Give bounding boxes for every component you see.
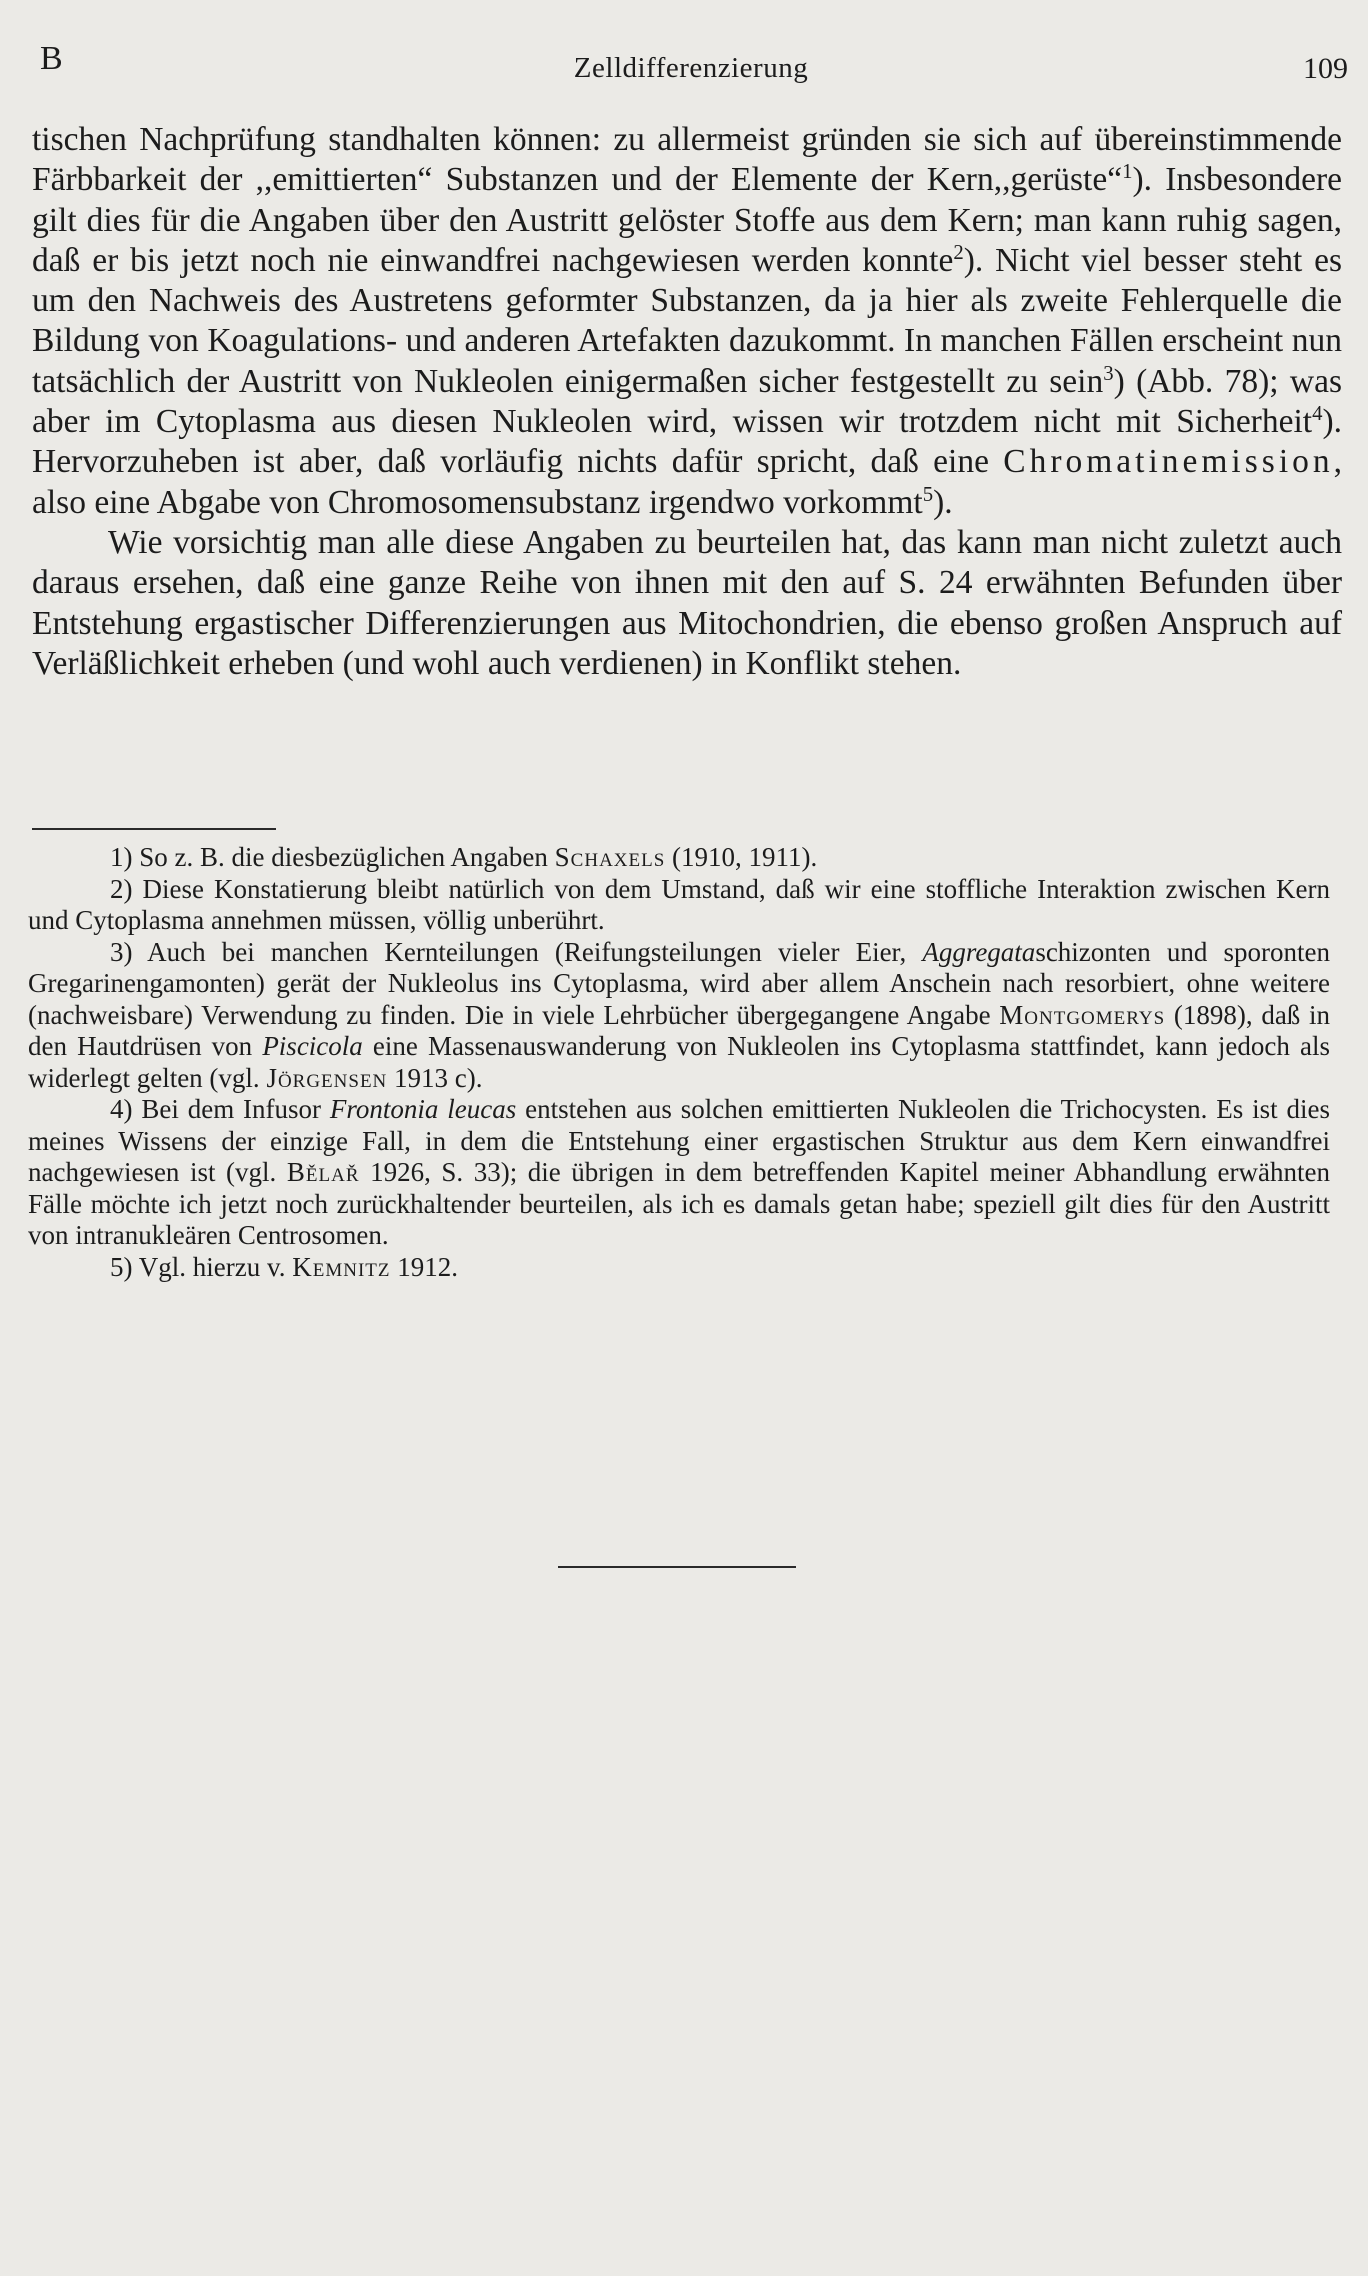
- page-header: [32, 40, 1350, 100]
- footnote-2: 2) Diese Konstatierung bleibt natürlich von dem Umstand, daß wir eine stoffliche Interaktion zwischen Kern und Cytoplasma annehmen müssen, völlig unberührt.: [28, 873, 1330, 935]
- page-number: 109: [1303, 52, 1348, 85]
- section-end-rule: [558, 1566, 796, 1568]
- footnote-3: 3) Auch bei manchen Kernteilungen (Reifungsteilungen vieler Eier, Aggregataschizonten und sporonten Gregarinengamonten) gerät der Nukleolus ins Cytoplasma, wird aber allem Anschein nach resorbiert, ohne weitere (nachweisbare) Verwendung zu finden. Die in viele Lehrbücher übergegangene Angabe Montgomerys (1898), daß in den Hautdrüsen von Piscicola eine Massenauswanderung von Nukleolen ins Cytoplasma stattfindet, kann jedoch als widerlegt gelten (vgl. Jörgensen 1913 c).: [28, 936, 1331, 1093]
- footnote-5: 5) Vgl. hierzu v. Kemnitz 1912.: [110, 1251, 458, 1282]
- main-text: [32, 120, 1342, 684]
- taxon-name: Frontonia leucas: [329, 1094, 517, 1124]
- author-name: Jörgensen: [266, 1062, 388, 1093]
- footnote-ref-4: 4: [1312, 401, 1323, 425]
- running-title: Zelldifferenzierung: [573, 52, 809, 84]
- emphasized-term: Chromatinemission: [1003, 443, 1334, 481]
- author-name: Montgomerys: [999, 999, 1166, 1030]
- footnote-ref-3: 3: [1103, 361, 1114, 385]
- paragraph-1: tischen Nachprüfung standhalten können: zu allermeist gründen sie sich auf übereinstimmende Färbbarkeit der ,,emittierten“ Substanzen und der Elemente der Kern,,gerüste“$^1$). Insbesondere gilt dies für die Angaben über den Austritt gelöster Stoffe aus dem Kern; man kann ruhig sagen, daß er bis jetzt noch nie einwandfrei nachgewiesen werden konnte$^2$). Nicht viel besser steht es um den Nachweis des Austretens geformter Substanzen, da ja hier als zweite Fehlerquelle die Bildung von Koagulations- und anderen Artefakten dazukommt. In manchen Fällen erscheint nun tatsächlich der Austritt von Nukleolen einigermaßen sicher festgestellt zu sein$^3$) (Abb. 78); was aber im Cytoplasma aus diesen Nukleolen wird, wissen wir trotzdem nicht mit Sicherheit$^4$). Hervorzuheben ist aber, daß vorläufig nichts dafür spricht, daß eine Chromatinemission, also eine Abgabe von Chromosomensubstanz irgendwo vorkommt$^5$).: [32, 121, 1342, 521]
- author-name: Schaxels: [554, 842, 666, 872]
- author-name: Kemnitz: [292, 1251, 391, 1282]
- author-name: Bělař: [286, 1157, 360, 1187]
- footnote-separator: [32, 828, 276, 830]
- section-letter: B: [40, 40, 63, 77]
- paragraph-2: Wie vorsichtig man alle diese Angaben zu beurteilen hat, das kann man nicht zuletzt auch daraus ersehen, daß eine ganze Reihe von ihnen mit den auf S. 24 erwähnten Befunden über Entstehung ergastischer Differenzierungen aus Mitochondrien, die ebenso großen Anspruch auf Verläßlichkeit erheben (und wohl auch verdienen) in Konflikt stehen.: [32, 523, 1342, 682]
- footnote-1: 1) So z. B. die diesbezüglichen Angaben Schaxels (1910, 1911).: [110, 842, 818, 872]
- footnote-4: 4) Bei dem Infusor Frontonia leucas entstehen aus solchen emittierten Nukleolen die Trichocysten. Es ist dies meines Wissens der einzige Fall, in dem die Entstehung einer ergastischen Struktur aus dem Kern einwandfrei nachgewiesen ist (vgl. Bělař 1926, S. 33); die übrigen in dem betreffenden Kapitel meiner Abhandlung erwähnten Fälle möchte ich jetzt noch zurückhaltender beurteilen, als ich es damals getan habe; speziell gilt dies für den Austritt von intranukleären Centrosomen.: [28, 1094, 1330, 1250]
- footnotes: [28, 842, 1330, 1283]
- footnote-ref-2: 2: [953, 240, 964, 264]
- footnote-ref-1: 1: [1122, 160, 1133, 184]
- footnote-ref-5: 5: [922, 482, 934, 506]
- taxon-name: Piscicola: [262, 1031, 363, 1061]
- taxon-name: Aggregata: [922, 936, 1036, 967]
